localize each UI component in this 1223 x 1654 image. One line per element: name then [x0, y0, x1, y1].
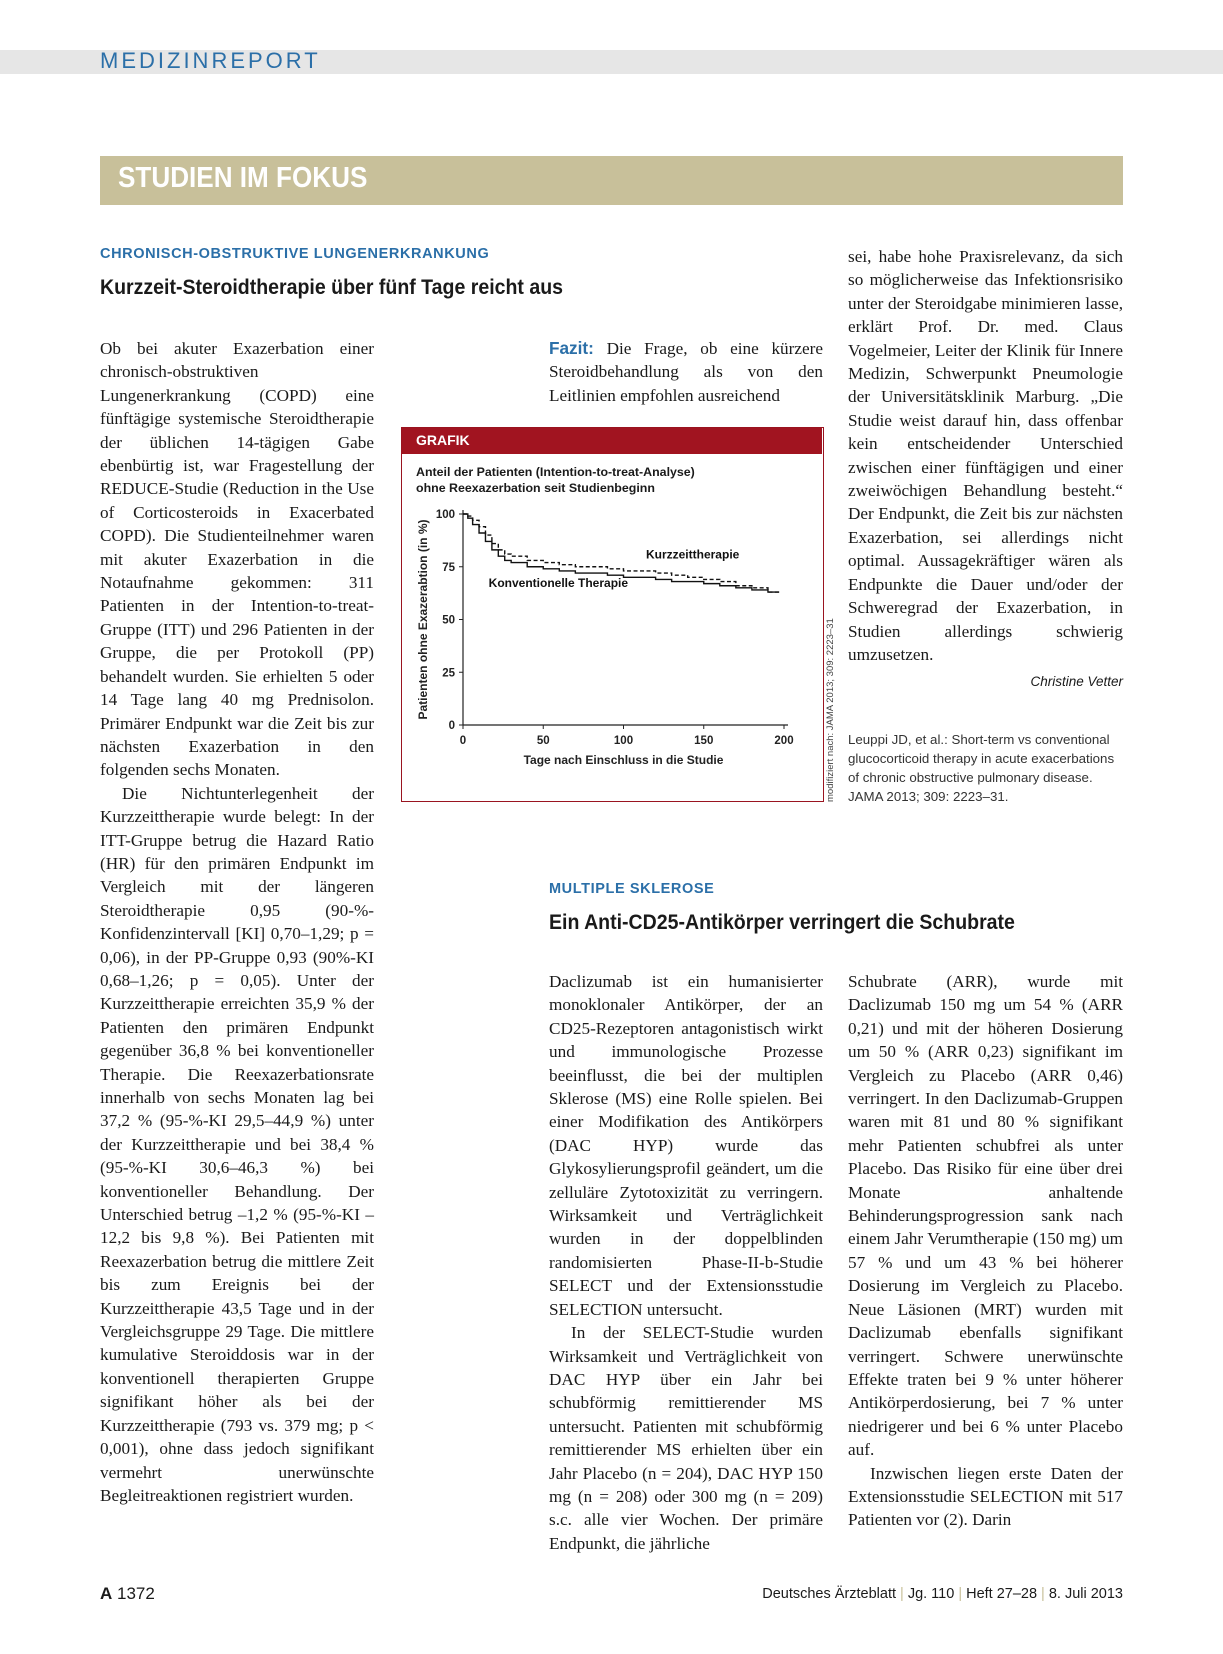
y-tick-label: 0: [448, 720, 455, 732]
survival-chart: [402, 500, 822, 800]
article2-paragraph-3: Schubrate (ARR), wurde mit Daclizumab 150 mg um 54 % (ARR 0,21) und mit der höheren Dosierung um 50 % (ARR 0,23) signifikant im Vergleich zu Placebo (ARR 0,46) verringert. In den Daclizumab-Gruppen waren mit 81 und 80 % signifikant mehr Patienten schubfrei als unter Placebo. Das Risiko für eine über drei Monate anhaltende Behinderungsprogression sank nach einem Jahr Verumtherapie (150 mg) um 57 % und um 43 % bei höherer Dosierung im Vergleich zu Placebo. Neue Läsionen (MRT) wurden mit Daclizumab ebenfalls signifikant verringert. Schwere unerwünschte Effekte traten bei 9 % unter höherer Antikörperdosierung, bei 7 % unter niedrigerer und bei 6 % unter Placebo auf.: [848, 972, 1123, 1460]
x-tick-label: 0: [459, 735, 467, 747]
y-tick-label: 25: [442, 667, 455, 680]
figure-credit: [825, 618, 837, 802]
author-name: Christine Vetter: [1030, 674, 1123, 690]
x-tick-label: 200: [774, 735, 794, 747]
article1-headline: Kurzzeit-Steroidtherapie über fünf Tage reicht aus: [100, 276, 564, 299]
figure-header: GRAFIK: [402, 428, 822, 454]
journal-issue: Heft 27–28: [966, 1586, 1038, 1602]
x-tick-label: 50: [536, 735, 550, 747]
article2-column-2: [848, 970, 1123, 1532]
article2-headline: Ein Anti-CD25-Antikörper verringert die Schubrate: [549, 911, 1015, 934]
article2-paragraph-2: In der SELECT-Studie wurden Wirksamkeit und Verträglichkeit von DAC HYP über ein Jahr bei schubförmig remittierender MS untersucht. Patienten mit schubförmig remittierender MS erhielten über ein Jahr Placebo (n = 204), DAC HYP 150 mg (n = 208) oder 300 mg (n = 209) s.c. alle vier Wochen. Der primäre Endpunkt, die jährliche: [549, 1323, 823, 1553]
x-tick-label: 100: [613, 735, 634, 747]
banner-title: STUDIEN IM FOKUS: [118, 162, 368, 194]
page-number: [100, 1584, 155, 1604]
article1-paragraph-2: Die Nichtunterlegenheit der Kurzzeittherapie wurde belegt: In der ITT-Gruppe betrug die Hazard Ratio (HR) für den primären Endpunkt im Vergleich mit der längeren Steroidtherapie 0,95 (90-%-Konfidenzintervall [KI] 0,70–1,29; p = 0,06), in der PP-Gruppe 0,93 (90%-KI 0,68–1,26; p = 0,05). Unter der Kurzzeittherapie erreichten 35,9 % der Patienten den primären Endpunkt gegenüber 36,8 % bei konventioneller Therapie. Die Reexazerbationsrate innerhalb von sechs Monaten lag bei 37,2 % (95-%-KI 29,5–44,9 %) unter der Kurzzeittherapie und bei 38,4 % (95-%-KI 30,6–46,3 %) bei konventioneller Behandlung. Der Unterschied betrug –1,2 % (95-%-KI –12,2 bis 9,8 %). Bei Patienten mit Reexazerbation betrug die mittlere Zeit bis zum Ereignis bei der Kurzzeittherapie 43,5 Tage und in der Vergleichsgruppe 29 Tage. Die mittlere kumulative Steroiddosis war in der konventionell therapierten Gruppe signifikant höher als bei der Kurzzeittherapie (793 vs. 379 mg; p < 0,001), ohne dass jedoch signifikant vermehrt unerwünschte Begleitreaktionen registriert wurden.: [100, 783, 374, 1505]
article1-kicker: CHRONISCH-OBSTRUKTIVE LUNGENERKRANKUNG: [100, 246, 490, 262]
figure-caption-line-2: ohne Reexazerbation seit Studienbeginn: [416, 481, 655, 495]
journal-name: Deutsches Ärzteblatt: [762, 1586, 897, 1602]
y-tick-label: 75: [442, 561, 455, 574]
article2-column-1: [549, 970, 823, 1555]
journal-footer: Deutsches Ärzteblatt | Jg. 110 | Heft 27–28 | 8. Juli 2013: [762, 1586, 1123, 1602]
figure-credit-text: modifiziert nach: JAMA 2013; 309: 2223–31: [825, 618, 836, 802]
article2-paragraph-1: Daclizumab ist ein humanisierter monoklonaler Antikörper, der an CD25-Rezeptoren antagonistisch wirkt und immunologische Prozesse beeinflusst, die bei der multiplen Sklerose (MS) eine Rolle spielen. Bei einer Modifikation des Antikörpers (DAC HYP) wurde das Glykosylierungsprofil geändert, um die zelluläre Zytotoxizität zu verringern. Wirksamkeit und Verträglichkeit wurden in der doppelblinden randomisierten Phase-II-b-Studie SELECT und der Extensionsstudie SELECTION untersucht.: [549, 972, 823, 1319]
article1-reference: Leuppi JD, et al.: Short-term vs conventional glucocorticoid therapy in acute exacerbations of chronic obstructive pulmonary disease. JAMA 2013; 309: 2223–31.: [848, 732, 1115, 804]
page-prefix: A: [100, 1584, 113, 1603]
figure-caption-line-1: Anteil der Patienten (Intention-to-treat-Analyse): [416, 465, 695, 479]
figure-caption: [416, 464, 695, 496]
y-tick-label: 100: [435, 509, 455, 521]
fazit-text: Die Frage, ob eine kürzere Steroidbehandlung als von den Leitlinien empfohlen ausreichend: [549, 339, 823, 405]
article1-column-1: [100, 337, 374, 1507]
series-label-kurzzeit: Kurzzeittherapie: [645, 547, 740, 562]
journal-volume: Jg. 110: [907, 1586, 955, 1602]
y-axis-label: Patienten ohne Exazerabtion (in %): [416, 519, 430, 720]
x-tick-label: 150: [694, 735, 714, 747]
x-axis-label: Tage nach Einschluss in die Studie: [523, 753, 724, 767]
figure-box: [401, 427, 824, 802]
series-label-konventionell: Konventionelle Therapie: [488, 575, 629, 590]
article1-paragraph-1: Ob bei akuter Exazerbation einer chronisch-obstruktiven Lungenerkrankung (COPD) eine fünftägige systemische Steroidtherapie der üblichen 14-tägigen Gabe ebenbürtig ist, war Fragestellung der REDUCE-Studie (Reduction in the Use of Corticosteroids in Exacerbated COPD). Die Studienteilnehmer waren mit akuter Exazerbation in die Notaufnahme gekommen: 311 Patienten in der Intention-to-treat-Gruppe (ITT) und 296 Patienten in der Gruppe, die per Protokoll (PP) behandelt wurden. Sie erhielten 5 oder 14 Tage lang 40 mg Prednisolon. Primärer Endpunkt war die Zeit bis zur nächsten Exazerbation in den folgenden sechs Monaten.: [100, 339, 374, 780]
fazit-label: Fazit:: [549, 338, 594, 358]
article2-paragraph-4: Inzwischen liegen erste Daten der Extensionsstudie SELECTION mit 517 Patienten vor (2). Darin: [848, 1463, 1123, 1530]
article2-kicker: MULTIPLE SKLEROSE: [549, 881, 715, 897]
section-label: MEDIZINREPORT: [100, 48, 321, 73]
y-tick-label: 50: [442, 614, 455, 627]
article1-paragraph-3: sei, habe hohe Praxisrelevanz, da sich so möglicherweise das Infektionsrisiko unter der Steroidgabe minimieren lasse, erklärt Prof. Dr. med. Claus Vogelmeier, Leiter der Klinik für Innere Medizin, Schwerpunkt Pneumologie der Universitätsklinik Marburg. „Die Studie weist darauf hin, dass offenbar kein entscheidender Unterschied zwischen einer fünftägigen und einer zweiwöchigen Behandlung besteht.“ Der Endpunkt, die Zeit bis zur nächsten Exazerbation, sei allerdings nicht optimal. Aussagekräftiger wären als Endpunkte die Dauer und/oder der Schweregrad der Exazerbation, in Studien allerdings schwierig umzusetzen.: [848, 247, 1123, 664]
article1-column-3: [848, 245, 1123, 694]
journal-date: 8. Juli 2013: [1048, 1586, 1123, 1602]
page-number-value: 1372: [117, 1584, 155, 1603]
article1-fazit: [549, 337, 823, 407]
